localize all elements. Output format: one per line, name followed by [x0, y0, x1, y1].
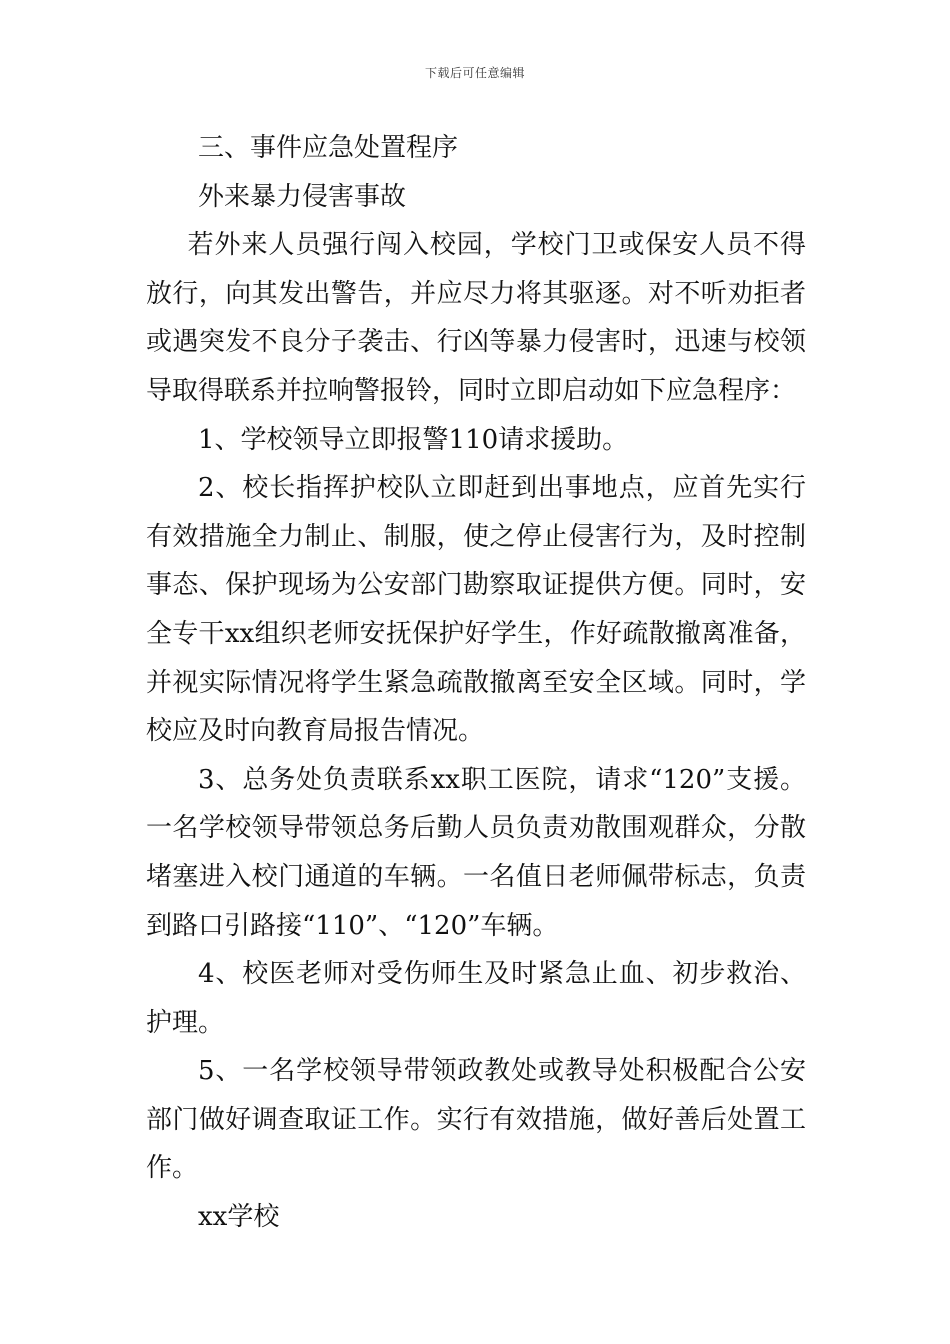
step-paragraph-5: 5、一名学校领导带领政教处或教导处积极配合公安部门做好调查取证工作。实行有效措施，做好善后处置工作。 [146, 1056, 806, 1184]
signature: xx学校 [198, 1202, 280, 1233]
step-paragraph-2: 2、校长指挥护校队立即赶到出事地点，应首先实行有效措施全力制止、制服，使之停止侵害行为，及时控制事态、保护现场为公安部门勘察取证提供方便。同时，安全专干xx组织老师安抚保护好学生，作好疏散撤离准备，并视实际情况将学生紧急疏散撤离至安全区域。同时，学校应及时向教育局报告情况。 [146, 473, 806, 747]
page-header: 下载后可任意编辑 [424, 66, 525, 80]
section-heading: 三、事件应急处置程序 [198, 133, 459, 163]
step-paragraph-1: 1、学校领导立即报警110请求援助。 [198, 424, 629, 455]
step-paragraph-4: 4、校医老师对受伤师生及时紧急止血、初步救治、护理。 [146, 959, 806, 1038]
subheading: 外来暴力侵害事故 [198, 181, 407, 212]
document-body [146, 124, 806, 1242]
step-paragraph-3: 3、总务处负责联系xx职工医院，请求“120”支援。一名学校领导带领总务后勤人员负责劝散围观群众，分散堵塞进入校门通道的车辆。一名值日老师佩带标志，负责到路口引路接“110”、“120”车辆。 [146, 764, 806, 941]
intro-paragraph: 若外来人员强行闯入校园，学校门卫或保安人员不得放行，向其发出警告，并应尽力将其驱逐。对不听劝拒者或遇突发不良分子袭击、行凶等暴力侵害时，迅速与校领导取得联系并拉响警报铃，同时立即启动如下应急程序： [146, 230, 806, 406]
